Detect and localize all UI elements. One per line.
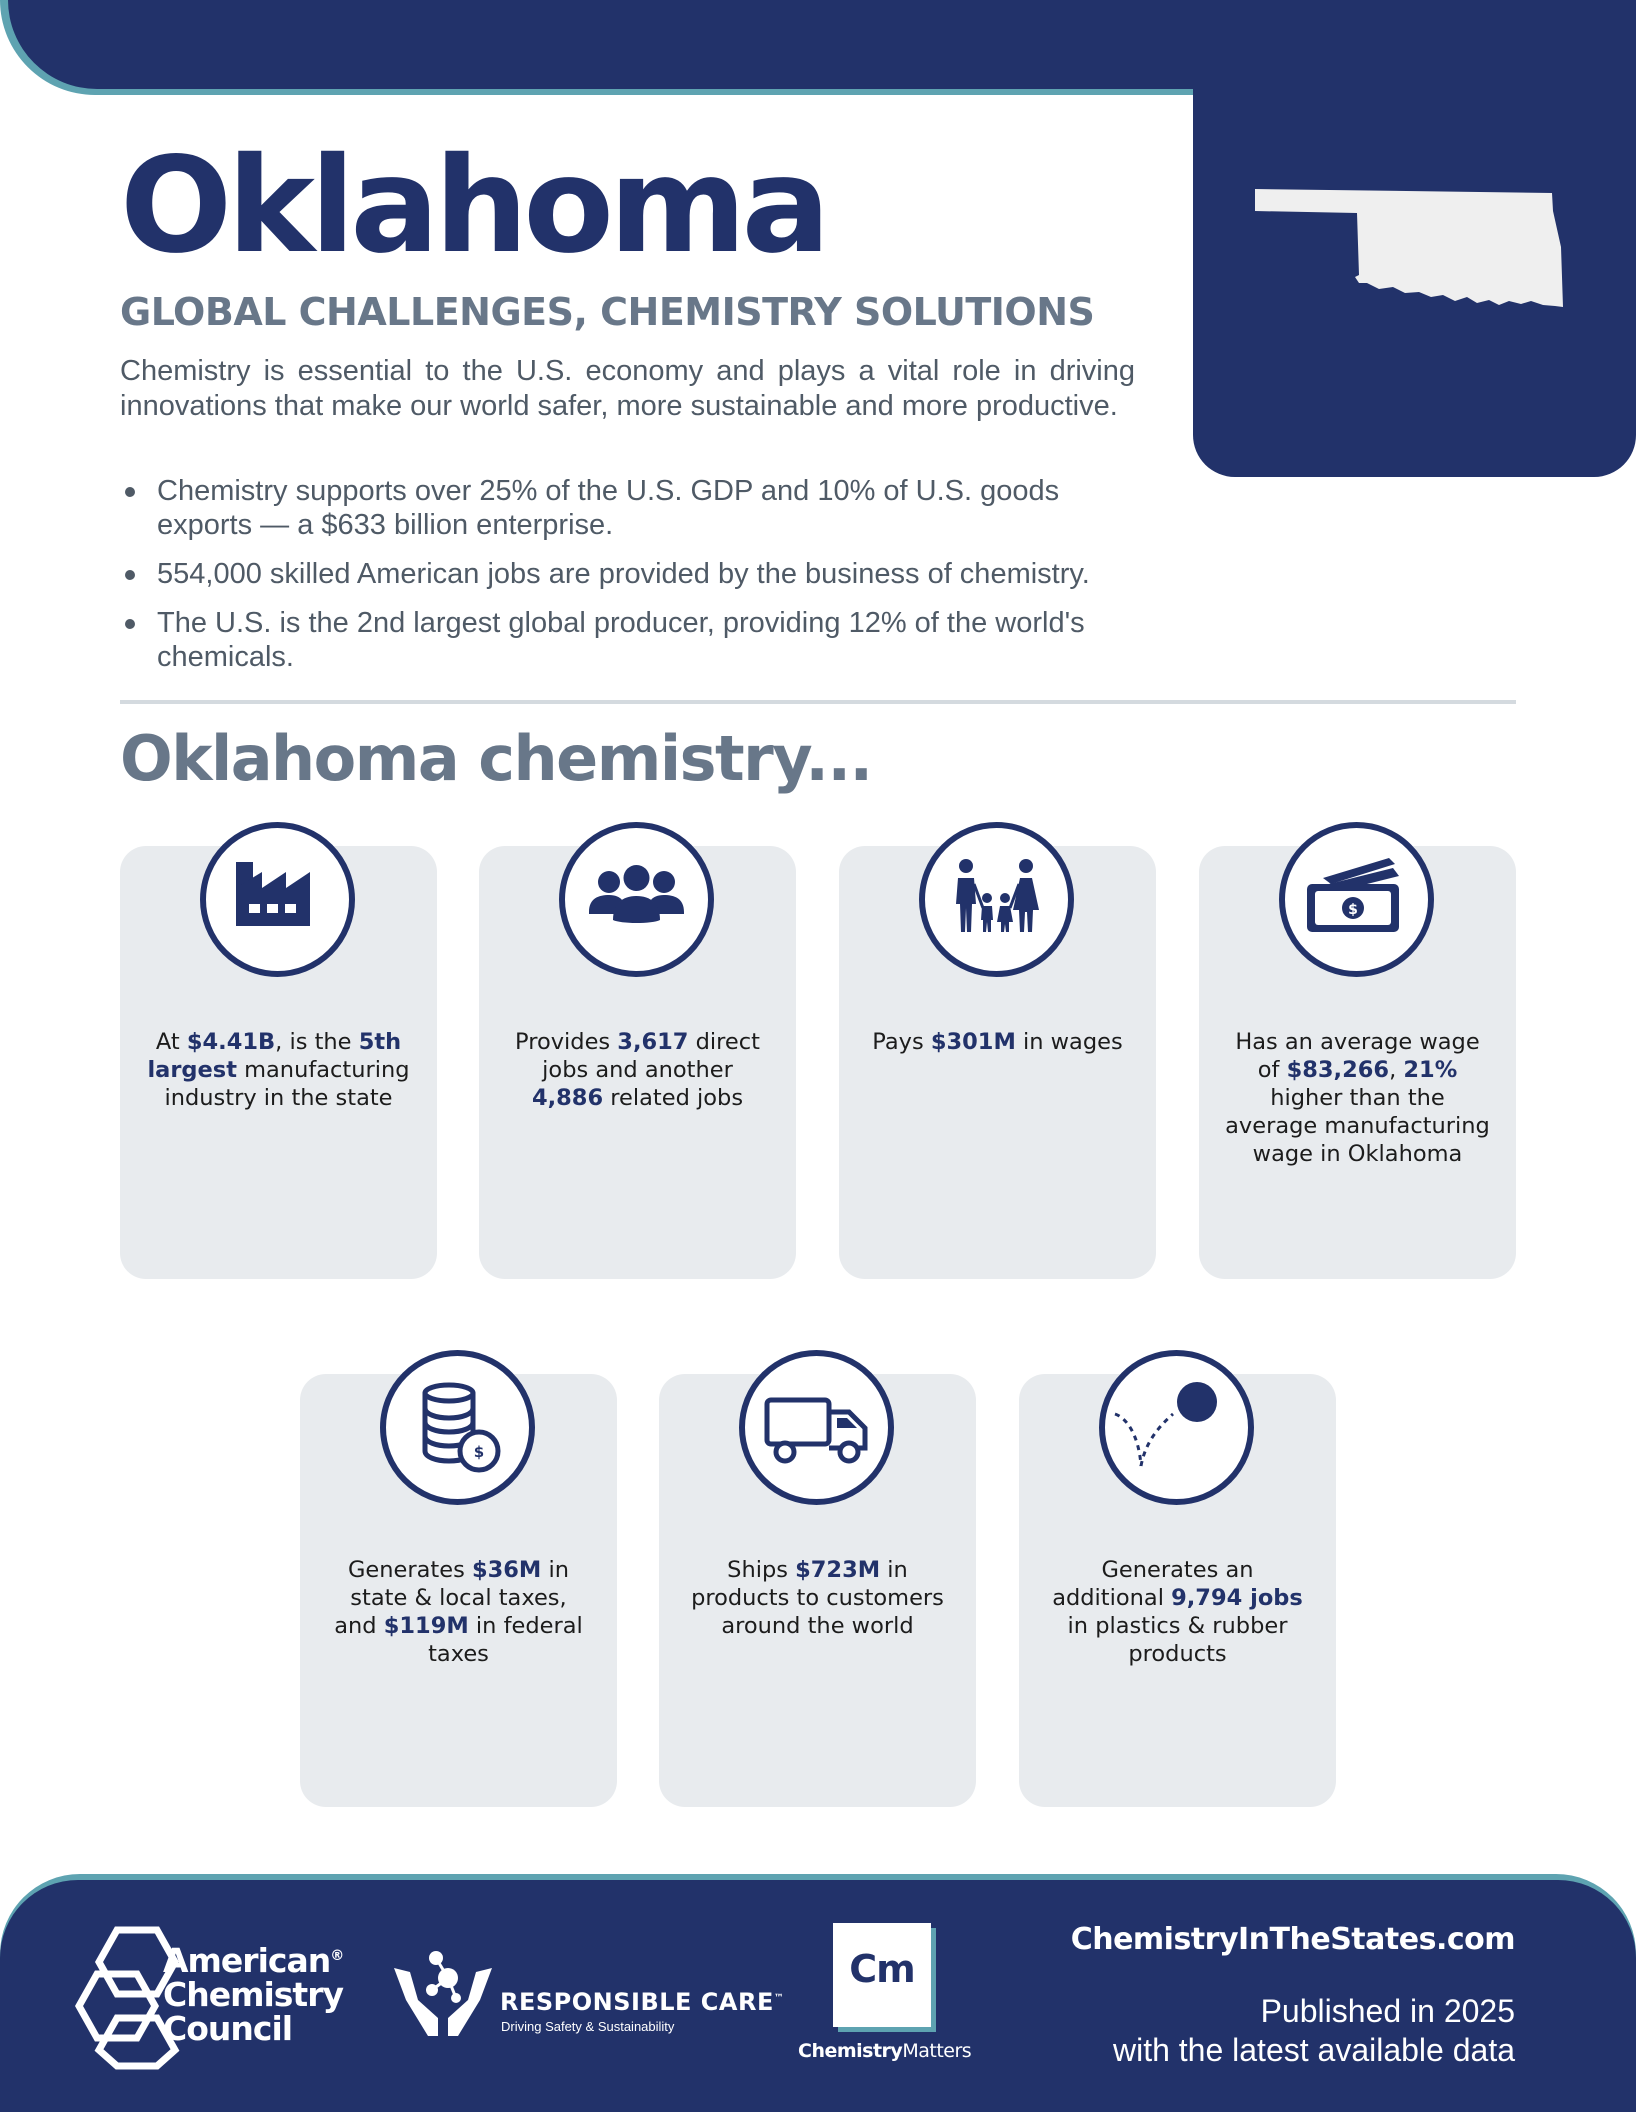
card-stat-text: direct jobs and another (542, 1029, 760, 1083)
card-stat-highlight: $36M (471, 1557, 542, 1583)
card-stat-text: in products to customers around the world (691, 1557, 944, 1639)
bullet-icon (125, 619, 135, 629)
state-map-panel (1193, 85, 1636, 477)
responsible-care-title: RESPONSIBLE CARE™ (500, 1988, 785, 2016)
people-group-icon (565, 828, 708, 971)
stat-card-shipments (659, 1374, 976, 1807)
card-stat-text: in federal taxes (428, 1613, 583, 1667)
rc-title-text: RESPONSIBLE CARE (500, 1988, 774, 2016)
top-banner (0, 0, 1636, 95)
facts-list (120, 474, 1150, 689)
stat-card-industry-rank (120, 846, 437, 1279)
site-url-link[interactable]: ChemistryInTheStates.com (1070, 1922, 1515, 1957)
responsible-care-hands-icon (388, 1944, 498, 2044)
published-note (1015, 1992, 1515, 2070)
card-stat-highlight: $83,266 (1286, 1057, 1390, 1083)
card-stat-highlight: 21% (1403, 1057, 1458, 1083)
card-stat-highlight: 3,617 (617, 1029, 689, 1055)
bullet-text: 554,000 skilled American jobs are provided by the business of chemistry. (157, 558, 1090, 590)
card-stat-text: in wages (1015, 1029, 1123, 1055)
stat-card-taxes (300, 1374, 617, 1807)
icon-circle (919, 822, 1074, 977)
chemistry-matters-logo (833, 1923, 931, 2027)
card-stat-text: Pays (872, 1029, 931, 1055)
card-stat-text: related jobs (603, 1085, 744, 1111)
stat-card-plastics-jobs (1019, 1374, 1336, 1807)
state-title: Oklahoma (120, 129, 826, 283)
bullet-text: Chemistry supports over 25% of the U.S. GDP and 10% of U.S. goods exports — a $633 billion enterprise. (157, 475, 1060, 541)
stat-card-jobs (479, 846, 796, 1279)
card-stat-highlight: 9,794 jobs (1171, 1585, 1303, 1611)
stat-card-average-wage (1199, 846, 1516, 1279)
factory-icon (206, 828, 349, 971)
published-line-1: Published in 2025 (1260, 1993, 1515, 2029)
svg-text:$: $ (473, 1443, 485, 1461)
acc-line-2: Chemistry (163, 1975, 343, 2014)
bullet-icon (125, 570, 135, 580)
card-stat-text: Generates an additional (1052, 1557, 1254, 1611)
card-stat-text: At (155, 1029, 187, 1055)
cm-abbr: Cm (849, 1947, 915, 1991)
icon-circle (739, 1350, 894, 1505)
card-stat-highlight: $301M (930, 1029, 1016, 1055)
list-item (120, 606, 1150, 674)
section-divider (120, 700, 1516, 704)
card-stat-text: , (1389, 1057, 1404, 1083)
card-stat-highlight: 4,886 (531, 1085, 604, 1111)
card-stat-text: in state & local taxes, and (334, 1557, 569, 1639)
card-text (685, 1556, 950, 1640)
card-text (326, 1556, 591, 1668)
icon-circle (1099, 1350, 1254, 1505)
published-line-2: with the latest available data (1112, 2032, 1515, 2068)
svg-text:$: $ (1348, 902, 1358, 918)
card-stat-text: Has an average wage of (1235, 1029, 1480, 1083)
icon-circle (559, 822, 714, 977)
stat-card-wages (839, 846, 1156, 1279)
list-item (120, 557, 1150, 591)
cm-name-bold: Chemistry (798, 2040, 903, 2062)
coin-stack-icon (386, 1356, 529, 1499)
intro-paragraph: Chemistry is essential to the U.S. economy and plays a vital role in driving innovations that make our world safer, more sustainable and more productive. (120, 355, 1135, 422)
cm-name-rest: Matters (902, 2040, 972, 2062)
oklahoma-map-icon (1255, 189, 1565, 349)
card-text (146, 1028, 411, 1112)
card-stat-highlight: 5th largest (147, 1029, 402, 1083)
list-item (120, 474, 1150, 542)
card-text (1225, 1028, 1490, 1168)
card-stat-text: Generates (348, 1557, 472, 1583)
icon-circle (1279, 822, 1434, 977)
chemistry-matters-name (798, 2040, 971, 2062)
card-stat-text: manufacturing industry in the state (164, 1057, 410, 1111)
card-stat-text: , is the (275, 1029, 359, 1055)
card-stat-highlight: $4.41B (186, 1029, 276, 1055)
icon-circle (380, 1350, 535, 1505)
top-banner-bar (8, 0, 1636, 89)
card-stat-text: higher than the average manufacturing wage in Oklahoma (1225, 1085, 1490, 1167)
bullet-icon (125, 487, 135, 497)
acc-line-3: Council (163, 2009, 293, 2048)
acc-logo-text: American® Chemistry Council (163, 1941, 344, 2048)
card-text (505, 1028, 770, 1112)
card-stat-text: Ships (727, 1557, 796, 1583)
card-stat-text: Provides (515, 1029, 618, 1055)
card-stat-highlight: $723M (795, 1557, 881, 1583)
delivery-truck-icon (745, 1356, 888, 1499)
card-text (865, 1028, 1130, 1056)
acc-line-1: American (163, 1941, 331, 1980)
responsible-care-tagline: Driving Safety & Sustainability (501, 2019, 675, 2034)
cash-stack-icon (1285, 828, 1428, 971)
family-icon (925, 828, 1068, 971)
bouncing-ball-icon (1105, 1356, 1248, 1499)
card-stat-highlight: $119M (383, 1613, 469, 1639)
card-text (1045, 1556, 1310, 1668)
card-stat-text: in plastics & rubber products (1067, 1613, 1288, 1667)
section-title: Oklahoma chemistry... (120, 722, 872, 795)
page-subtitle: GLOBAL CHALLENGES, CHEMISTRY SOLUTIONS (120, 290, 1095, 334)
bullet-text: The U.S. is the 2nd largest global producer, providing 12% of the world's chemicals. (157, 607, 1085, 673)
icon-circle (200, 822, 355, 977)
